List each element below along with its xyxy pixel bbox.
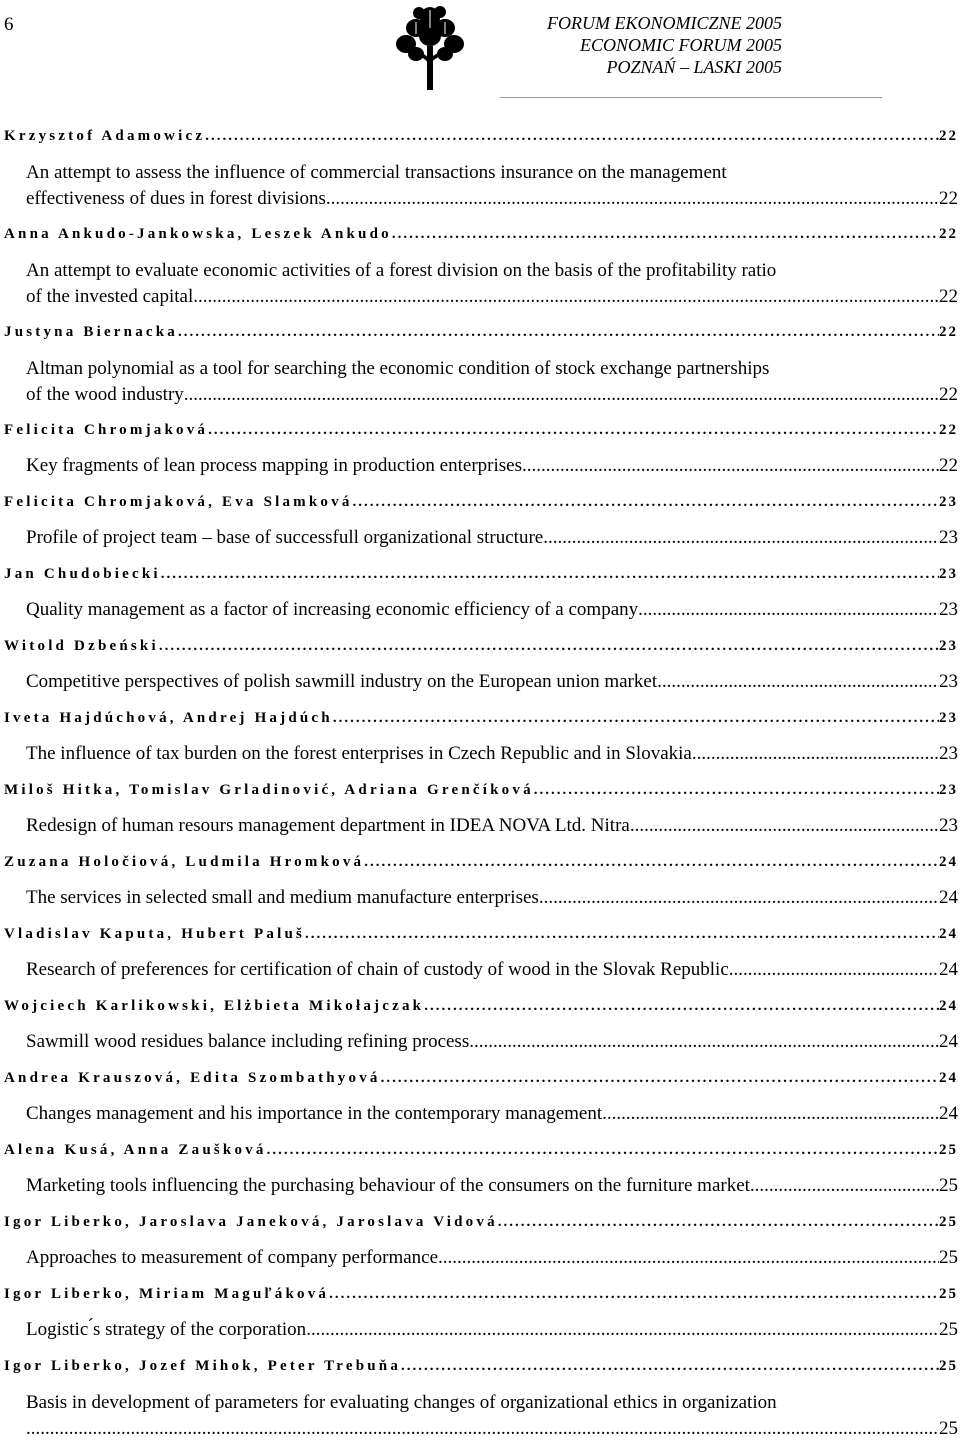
header-rule [500, 97, 882, 98]
toc-title-block[interactable] [4, 1096, 958, 1132]
toc-title-page: 23 [939, 671, 958, 692]
toc-title: Redesign of human resours management department in IDEA NOVA Ltd. Nitra [26, 815, 630, 836]
toc-author-line[interactable] [4, 412, 958, 448]
toc-author-page: 24 [939, 854, 958, 870]
toc-author-line[interactable] [4, 1132, 958, 1168]
toc-author-page: 25 [939, 1214, 958, 1230]
toc-leader-dots [392, 216, 939, 252]
toc-title: The influence of tax burden on the forest enterprises in Czech Republic and in Slovakia [26, 743, 692, 764]
toc-title-line [26, 736, 958, 772]
toc-leader-dots [159, 628, 939, 664]
toc-leader-dots [438, 1240, 939, 1276]
toc-leader-dots [498, 1204, 939, 1240]
toc-title-block[interactable] [4, 252, 958, 314]
toc-author-page: 24 [939, 998, 958, 1014]
toc-author-page: 24 [939, 926, 958, 942]
toc-entry [4, 628, 958, 700]
toc-title-page: 24 [939, 1103, 958, 1124]
toc-title-line [26, 1312, 958, 1348]
toc-author-page: 23 [939, 782, 958, 798]
toc-title-block[interactable] [4, 350, 958, 412]
toc-leader-dots [543, 520, 939, 556]
toc-title-block[interactable] [4, 880, 958, 916]
tree-logo-icon [392, 4, 468, 92]
toc-author-page: 25 [939, 1286, 958, 1302]
toc-author: Krzysztof Adamowicz [4, 128, 206, 144]
toc-leader-dots [630, 808, 939, 844]
toc-author: Jan Chudobiecki [4, 566, 161, 582]
toc-leader-dots [26, 1416, 939, 1442]
toc-author-line[interactable] [4, 1204, 958, 1240]
toc-leader-dots [161, 556, 939, 592]
header-line-2: ECONOMIC FORUM 2005 [580, 35, 782, 55]
toc-entry [4, 556, 958, 628]
toc-author-line[interactable] [4, 988, 958, 1024]
toc-title-line [26, 284, 958, 310]
toc-author-page: 22 [939, 226, 958, 242]
toc-leader-dots [381, 1060, 939, 1096]
toc-title-line [26, 186, 958, 212]
header-line-1: FORUM EKONOMICZNE 2005 [547, 13, 782, 33]
toc-author-page: 23 [939, 638, 958, 654]
toc-title-page: 24 [939, 959, 958, 980]
toc-entry [4, 216, 958, 314]
toc-author-line[interactable] [4, 844, 958, 880]
toc-author-page: 22 [939, 422, 958, 438]
toc-author: Zuzana Holočiová, Ludmila Hromková [4, 854, 365, 870]
toc-leader-dots [750, 1168, 939, 1204]
toc-title-page: 25 [939, 1418, 958, 1439]
toc-leader-dots [539, 880, 939, 916]
toc-leader-dots [638, 592, 939, 628]
toc-entry [4, 1348, 958, 1446]
toc-title: Research of preferences for certification of chain of custody of wood in the Slovak Republic [26, 959, 729, 980]
toc-entry [4, 1204, 958, 1276]
toc-leader-dots [193, 284, 939, 310]
toc-title-line [26, 382, 958, 408]
toc-title-page: 24 [939, 887, 958, 908]
toc-leader-dots [329, 1276, 939, 1312]
toc-title-block[interactable] [4, 808, 958, 844]
toc-leader-dots [401, 1348, 939, 1384]
toc-entry [4, 772, 958, 844]
toc-title: Quality management as a factor of increasing economic efficiency of a company [26, 599, 639, 620]
toc-title: Key fragments of lean process mapping in production enterprises [26, 455, 522, 476]
toc-author: Igor Liberko, Jozef Mihok, Peter Trebuňa [4, 1358, 402, 1374]
toc-author: Wojciech Karlikowski, Elżbieta Mikołajczak [4, 998, 425, 1014]
toc-entry [4, 844, 958, 916]
toc-title-line [26, 1024, 958, 1060]
toc-title-page: 25 [939, 1175, 958, 1196]
toc-title-block[interactable] [4, 592, 958, 628]
toc-author: Felicita Chromjaková, Eva Slamková [4, 494, 353, 510]
toc-title-block[interactable] [4, 664, 958, 700]
toc-leader-dots [474, 1024, 939, 1060]
toc-entry [4, 1132, 958, 1204]
toc-author-page: 23 [939, 494, 958, 510]
toc-title: The services in selected small and medium manufacture enterprises [26, 887, 539, 908]
header-line-3: POZNAŃ – LASKI 2005 [606, 57, 782, 77]
toc-author-page: 25 [939, 1142, 958, 1158]
toc-author-line[interactable] [4, 118, 958, 154]
toc-title-line [26, 1240, 958, 1276]
toc-title: of the invested capital [26, 286, 194, 307]
toc-author-page: 24 [939, 1070, 958, 1086]
toc-title: Logistic ́s strategy of the corporation [26, 1319, 307, 1340]
toc-title: of the wood industry [26, 384, 184, 405]
toc-title-page: 23 [939, 527, 958, 548]
toc-title-page: 25 [939, 1319, 958, 1340]
toc-leader-dots [208, 412, 939, 448]
toc-author-line[interactable] [4, 1348, 958, 1384]
toc-leader-dots [306, 1312, 939, 1348]
toc-author: Andrea Krauszová, Edita Szombathyová [4, 1070, 381, 1086]
table-of-contents [4, 118, 958, 1446]
toc-author: Miloš Hitka, Tomislav Grladinović, Adriana Grenčíková [4, 782, 534, 798]
toc-author-line[interactable] [4, 216, 958, 252]
toc-title-first-line: An attempt to evaluate economic activities of a forest division on the basis of the profitability ratio [26, 260, 777, 281]
toc-title-line [26, 880, 958, 916]
toc-leader-dots [326, 186, 939, 212]
toc-entry [4, 1060, 958, 1132]
toc-author: Justyna Biernacka [4, 324, 178, 340]
toc-author: Witold Dzbeński [4, 638, 159, 654]
toc-author: Anna Ankudo-Jankowska, Leszek Ankudo [4, 226, 392, 242]
toc-leader-dots [534, 772, 939, 808]
toc-title-block[interactable] [4, 520, 958, 556]
toc-title-line [26, 952, 958, 988]
toc-title: Marketing tools influencing the purchasing behaviour of the consumers on the furniture market [26, 1175, 750, 1196]
toc-title-page: 23 [939, 743, 958, 764]
toc-title-block[interactable] [4, 154, 958, 216]
toc-title-line [26, 664, 958, 700]
toc-entry [4, 700, 958, 772]
toc-leader-dots [602, 1096, 939, 1132]
toc-title-page: 23 [939, 815, 958, 836]
toc-author-page: 22 [939, 324, 958, 340]
toc-leader-dots [424, 988, 939, 1024]
toc-leader-dots [657, 664, 939, 700]
toc-entry [4, 314, 958, 412]
toc-title-block[interactable] [4, 1168, 958, 1204]
toc-title-first-line: Basis in development of parameters for evaluating changes of organizational ethics in organization [26, 1392, 777, 1413]
toc-title-block[interactable] [4, 952, 958, 988]
toc-title-page: 22 [939, 286, 958, 307]
toc-entry [4, 1276, 958, 1348]
toc-title-block[interactable] [4, 1384, 958, 1446]
toc-leader-dots [267, 1132, 939, 1168]
toc-author-line[interactable] [4, 916, 958, 952]
toc-title-page: 25 [939, 1247, 958, 1268]
forum-header [547, 12, 782, 78]
toc-title-first-line: Altman polynomial as a tool for searching the economic condition of stock exchange partnerships [26, 358, 770, 379]
toc-title-page: 23 [939, 599, 958, 620]
toc-leader-dots [729, 952, 939, 988]
toc-leader-dots [205, 118, 939, 154]
toc-author: Iveta Hajdúchová, Andrej Hajdúch [4, 710, 333, 726]
toc-author: Alena Kusá, Anna Zaušková [4, 1142, 267, 1158]
toc-author-page: 22 [939, 128, 958, 144]
toc-author: Felicita Chromjaková [4, 422, 209, 438]
toc-title-page: 22 [939, 188, 958, 209]
toc-title-block[interactable] [4, 736, 958, 772]
toc-title-line [26, 1416, 958, 1442]
toc-title: Sawmill wood residues balance including refining process. [26, 1031, 474, 1052]
toc-title-block[interactable] [4, 1240, 958, 1276]
toc-title-page: 22 [939, 455, 958, 476]
toc-title-block[interactable] [4, 448, 958, 484]
toc-title: Changes management and his importance in the contemporary management [26, 1103, 603, 1124]
toc-author-line[interactable] [4, 700, 958, 736]
toc-leader-dots [364, 844, 939, 880]
toc-title-line [26, 448, 958, 484]
toc-leader-dots [522, 448, 939, 484]
toc-title-block[interactable] [4, 1024, 958, 1060]
toc-leader-dots [333, 700, 939, 736]
toc-author-page: 23 [939, 710, 958, 726]
toc-leader-dots [184, 382, 939, 408]
toc-title-line [26, 520, 958, 556]
toc-title: Competitive perspectives of polish sawmill industry on the European union market [26, 671, 658, 692]
toc-title-page: 22 [939, 384, 958, 405]
toc-author: Igor Liberko, Miriam Maguľáková [4, 1286, 330, 1302]
toc-author-line[interactable] [4, 772, 958, 808]
toc-title-first-line: An attempt to assess the influence of commercial transactions insurance on the management [26, 162, 727, 183]
toc-entry [4, 484, 958, 556]
toc-leader-dots [353, 484, 939, 520]
toc-title-line [26, 1168, 958, 1204]
toc-author-line[interactable] [4, 556, 958, 592]
toc-author-page: 25 [939, 1358, 958, 1374]
toc-leader-dots [692, 736, 939, 772]
toc-title-line [26, 592, 958, 628]
toc-author-line[interactable] [4, 484, 958, 520]
toc-author: Igor Liberko, Jaroslava Janeková, Jaroslava Vidová [4, 1214, 498, 1230]
toc-title-page: 24 [939, 1031, 958, 1052]
toc-author-page: 23 [939, 566, 958, 582]
toc-title-line [26, 1096, 958, 1132]
toc-title: Profile of project team – base of successfull organizational structure [26, 527, 544, 548]
toc-title-block[interactable] [4, 1312, 958, 1348]
toc-entry [4, 118, 958, 216]
toc-author-line[interactable] [4, 628, 958, 664]
toc-title: Approaches to measurement of company performance [26, 1247, 439, 1268]
toc-entry [4, 988, 958, 1060]
toc-leader-dots [305, 916, 939, 952]
toc-title: effectiveness of dues in forest divisions [26, 188, 326, 209]
toc-title-line [26, 808, 958, 844]
toc-leader-dots [178, 314, 939, 350]
toc-author-line[interactable] [4, 1276, 958, 1312]
toc-author-line[interactable] [4, 314, 958, 350]
toc-entry [4, 412, 958, 484]
page-number: 6 [4, 14, 14, 35]
toc-author: Vladislav Kaputa, Hubert Paluš [4, 926, 306, 942]
toc-entry [4, 916, 958, 988]
toc-author-line[interactable] [4, 1060, 958, 1096]
